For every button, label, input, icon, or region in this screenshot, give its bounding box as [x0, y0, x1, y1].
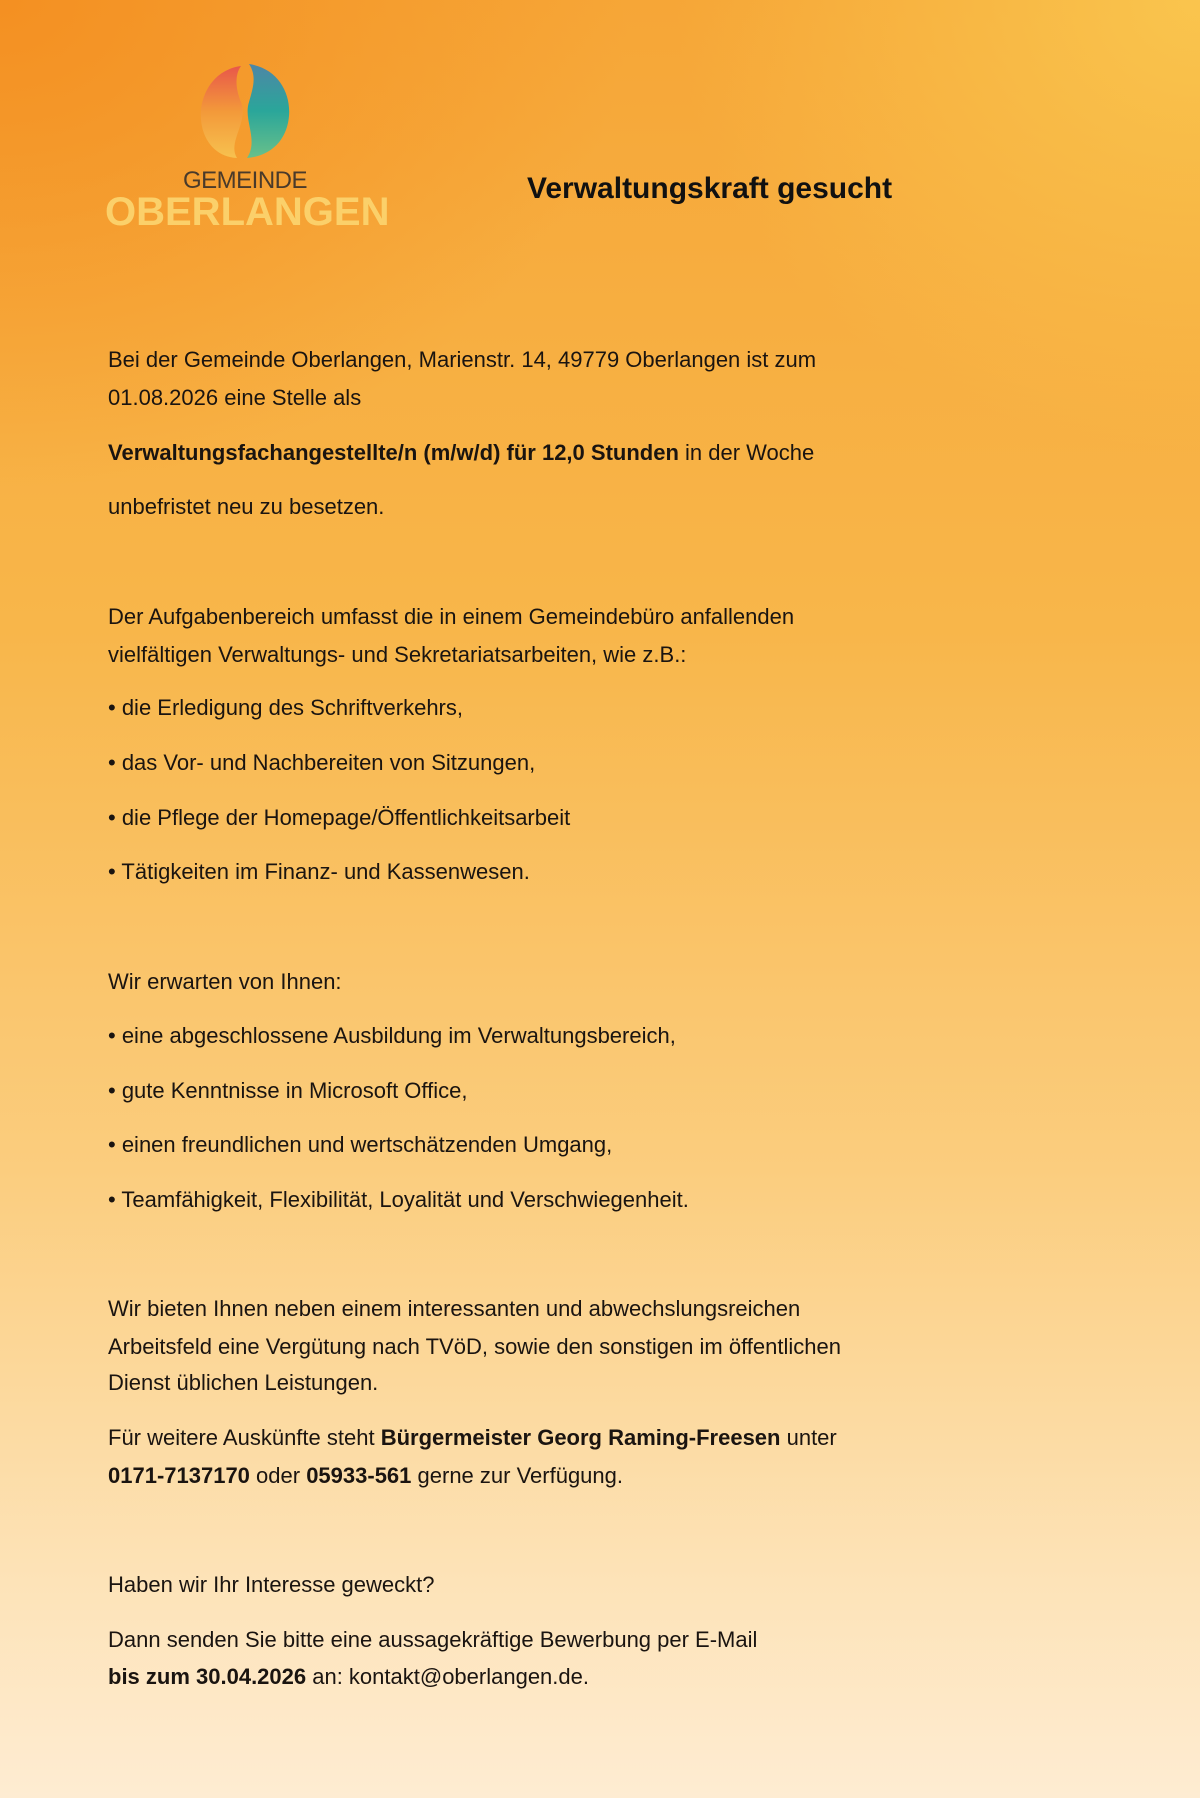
bold-text: 05933-561: [306, 1463, 412, 1488]
logo-emblem-icon: [197, 62, 293, 162]
text-line: [108, 969, 342, 995]
text-line: [108, 347, 816, 373]
text-segment: • das Vor- und Nachbereiten von Sitzungen,: [108, 750, 536, 775]
text-segment: • die Erledigung des Schriftverkehrs,: [108, 695, 463, 720]
text-line: [108, 695, 463, 721]
text-segment: 01.08.2026 eine Stelle als: [108, 385, 362, 410]
bold-text: Verwaltungsfachangestellte/n (m/w/d) für 12,0 Stunden: [108, 440, 679, 465]
text-segment: oder: [249, 1463, 307, 1488]
text-line: [108, 642, 686, 668]
text-segment: • einen freundlichen und wertschätzenden Umgang,: [108, 1132, 613, 1157]
text-line: [108, 604, 794, 630]
text-segment: • eine abgeschlossene Ausbildung im Verwaltungsbereich,: [108, 1023, 676, 1048]
text-segment: Der Aufgabenbereich umfasst die in einem Gemeindebüro anfallenden: [108, 604, 795, 629]
text-line: [108, 1187, 689, 1213]
logo-text-gemeinde: GEMEINDE: [182, 167, 307, 194]
text-line: [108, 494, 384, 520]
text-line: [108, 1078, 467, 1104]
text-line: [108, 1132, 612, 1158]
text-line: [108, 750, 535, 776]
text-line: [108, 859, 530, 885]
bold-text: Bürgermeister Georg Raming-Freesen: [380, 1425, 781, 1450]
text-line: [108, 1296, 800, 1322]
text-line: [108, 1627, 757, 1653]
text-line: [108, 1463, 623, 1489]
text-segment: • die Pflege der Homepage/Öffentlichkeitsarbeit: [108, 805, 571, 830]
text-segment: • Teamfähigkeit, Flexibilität, Loyalität und Verschwiegenheit.: [108, 1187, 689, 1212]
text-line: [108, 385, 361, 411]
text-segment: vielfältigen Verwaltungs- und Sekretariatsarbeiten, wie z.B.:: [108, 642, 687, 667]
text-segment: gerne zur Verfügung.: [411, 1463, 623, 1488]
text-line: [108, 1425, 837, 1451]
text-segment: Arbeitsfeld eine Vergütung nach TVöD, sowie den sonstigen im öffentlichen: [108, 1334, 841, 1359]
text-line: [108, 805, 570, 831]
text-segment: • Tätigkeiten im Finanz- und Kassenwesen.: [108, 859, 530, 884]
text-line: [108, 440, 814, 466]
page-title: Verwaltungskraft gesucht: [527, 172, 893, 205]
text-line: [108, 1664, 589, 1690]
text-segment: Dienst üblichen Leistungen.: [108, 1370, 379, 1395]
text-segment: Wir bieten Ihnen neben einem interessanten und abwechslungsreichen: [108, 1296, 801, 1321]
text-line: [108, 1370, 378, 1396]
text-segment: an: kontakt@oberlangen.de.: [306, 1664, 589, 1689]
text-segment: unter: [780, 1425, 837, 1450]
text-segment: unbefristet neu zu besetzen.: [108, 494, 385, 519]
text-segment: in der Woche: [678, 440, 815, 465]
text-segment: Dann senden Sie bitte eine aussagekräftige Bewerbung per E-Mail: [108, 1627, 758, 1652]
text-segment: Haben wir Ihr Interesse geweckt?: [108, 1572, 435, 1597]
text-segment: Bei der Gemeinde Oberlangen, Marienstr. 14, 49779 Oberlangen ist zum: [108, 347, 817, 372]
text-line: [108, 1334, 841, 1360]
municipality-logo: [105, 60, 390, 240]
bold-text: 0171-7137170: [108, 1463, 250, 1488]
text-line: [108, 1572, 435, 1598]
bold-text: bis zum 30.04.2026: [108, 1664, 307, 1689]
logo-text-oberlangen: OBERLANGEN: [105, 190, 390, 234]
text-line: [108, 1023, 676, 1049]
text-segment: • gute Kenntnisse in Microsoft Office,: [108, 1078, 468, 1103]
text-segment: Für weitere Auskünfte steht: [108, 1425, 381, 1450]
text-segment: Wir erwarten von Ihnen:: [108, 969, 342, 994]
